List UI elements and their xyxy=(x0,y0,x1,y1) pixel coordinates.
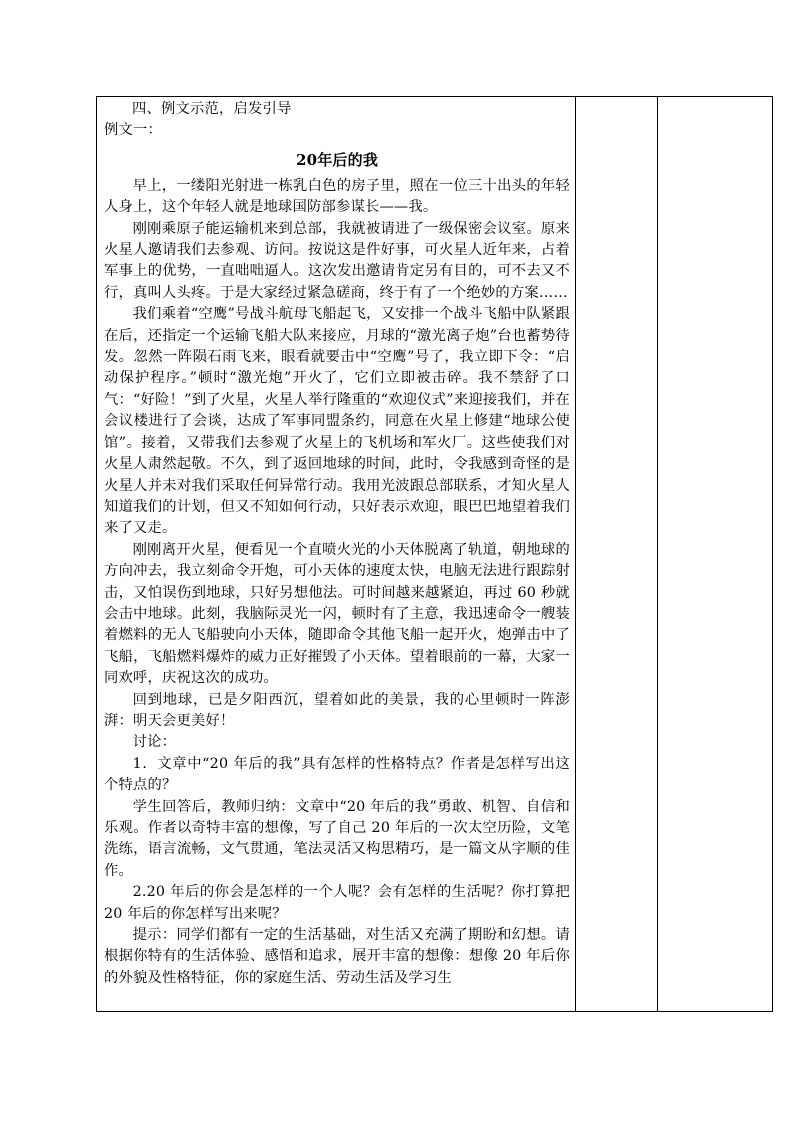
main-content-cell xyxy=(97,97,576,1011)
essay-paragraph-1: 早上，一缕阳光射进一栋乳白色的房子里，照在一位三十出头的年轻人身上，这个年轻人就是地球国防部参谋长——我。 xyxy=(104,177,570,216)
essay-paragraph-3: 我们乘着“空鹰”号战斗航母飞船起飞，又安排一个战斗飞船中队紧跟在后，还指定一个运输飞船大队来接应，月球的“激光离子炮”台也蓄势待发。忽然一阵陨石雨飞来，眼看就要击中“空鹰”号了，我立即下令：“启动保护程序。”顿时“激光炮”开火了，它们立即被击碎。我不禁舒了口气：“好险！”到了火星，火星人举行隆重的“欢迎仪式”来迎接我们，并在会议楼进行了会谈，达成了军事同盟条约，同意在火星上修建“地球公使馆”。接着，又带我们去参观了火星上的飞机场和军火厂。这些使我们对火星人肃然起敬。不久，到了返回地球的时间，此时，令我感到奇怪的是火星人并未对我们采取任何异常行动。我用光波跟总部联系，才知火星人知道我们的计划，但又不知如何行动，只好表示欢迎，眼巴巴地望着我们来了又走。 xyxy=(104,306,570,537)
answer-1: 学生回答后，教师归纳：文章中“20 年后的我”勇敢、机智、自信和乐观。作者以奇特丰富的想像，写了自己 20 年后的一次太空历险，文笔洗练，语言流畅，文气贯通，笔法灵活又构思精巧，是一篇文从字顺的佳作。 xyxy=(104,798,570,879)
essay-paragraph-2: 刚刚乘原子能运输机来到总部，我就被请进了一级保密会议室。原来火星人邀请我们去参观、访问。按说这是件好事，可火星人近年来，占着军事上的优势，一直咄咄逼人。这次发出邀请肯定另有目的，可不去又不行，真叫人头疼。于是大家经过紧急磋商，终于有了一个绝妙的方案…… xyxy=(104,220,570,301)
essay-paragraph-4: 刚刚离开火星，便看见一个直喷火光的小天体脱离了轨道，朝地球的方向冲去，我立刻命令开炮，可小天体的速度太快，电脑无法进行跟踪射击，又怕误伤到地球，只好另想他法。可时间越来越紧迫，再过 60 秒就会击中地球。此刻，我脑际灵光一闪，顿时有了主意，我迅速命令一艘装着燃料的无人飞船驶向小天体，随即命令其他飞船一起开火，炮弹击中了飞船，飞船燃料爆炸的威力正好摧毁了小天体。望着眼前的一幕，大家一同欢呼，庆祝这次的成功。 xyxy=(104,541,570,687)
empty-column-3 xyxy=(658,97,772,1011)
section-heading: 四、例文示范，启发引导 xyxy=(132,101,292,117)
lesson-table xyxy=(96,96,773,1012)
discussion-label: 讨论： xyxy=(132,734,177,751)
empty-column-2 xyxy=(576,97,658,1011)
essay-paragraph-5: 回到地球，已是夕阳西沉，望着如此的美景，我的心里顿时一阵澎湃：明天会更美好！ xyxy=(104,691,570,729)
example-label: 例文一： xyxy=(104,122,162,139)
hint-text: 提示：同学们都有一定的生活基础，对生活又充满了期盼和幻想。请根据你特有的生活体验、感悟和追求，展开丰富的想像：想像 20 年后你的外貌及性格特征，你的家庭生活、劳动生活及学习生 xyxy=(104,927,570,986)
essay-title: 20年后的我 xyxy=(295,150,379,169)
question-2: 2.20 年后的你会是怎样的一个人呢？会有怎样的生活呢？你打算把 20 年后的你怎样写出来呢？ xyxy=(104,884,570,922)
question-1: 1．文章中“20 年后的我”具有怎样的性格特点？作者是怎样写出这个特点的？ xyxy=(104,755,570,794)
